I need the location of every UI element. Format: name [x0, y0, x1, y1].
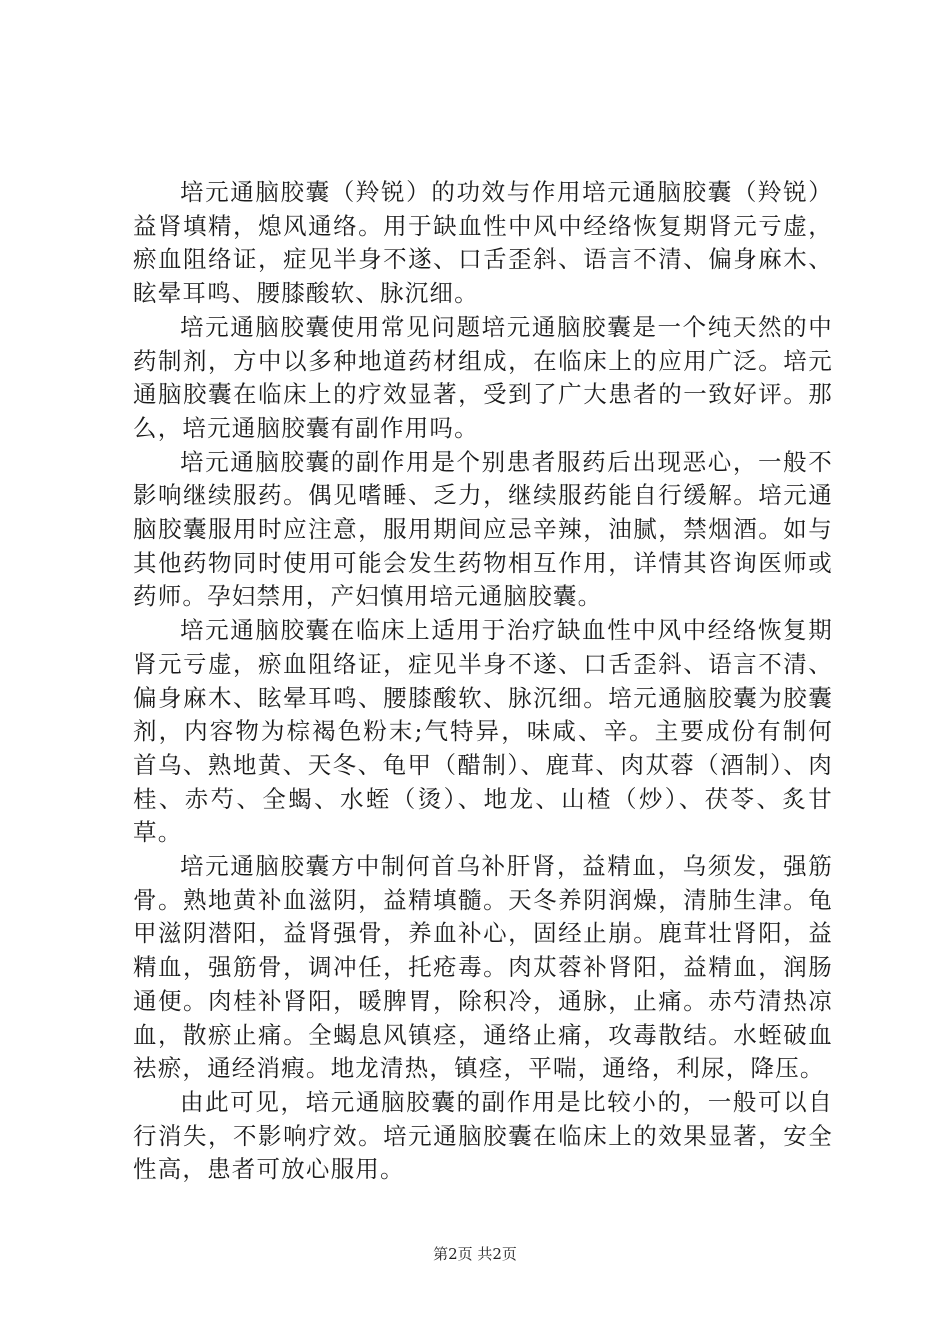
paragraph-conclusion: 由此可见，培元通脑胶囊的副作用是比较小的，一般可以自行消失，不影响疗效。培元通脑胶囊在临床上的效果显著，安全性高，患者可放心服用。	[133, 1087, 833, 1184]
document-body	[133, 176, 833, 1187]
paragraph-ingredients: 培元通脑胶囊方中制何首乌补肝肾，益精血，乌须发，强筋骨。熟地黄补血滋阴，益精填髓。天冬养阴润燥，清肺生津。龟甲滋阴潜阳，益肾强骨，养血补心，固经止崩。鹿茸壮肾阳，益精血，强筋骨，调冲任，托疮毒。肉苁蓉补肾阳，益精血，润肠通便。肉桂补肾阳，暖脾胃，除积冷，通脉，止痛。赤芍清热凉血，散瘀止痛。全蝎息风镇痉，通络止痛，攻毒散结。水蛭破血祛瘀，通经消瘕。地龙清热，镇痉，平喘，通络，利尿，降压。	[133, 852, 833, 1083]
paragraph-common-questions: 培元通脑胶囊使用常见问题培元通脑胶囊是一个纯天然的中药制剂，方中以多种地道药材组成，在临床上的应用广泛。培元通脑胶囊在临床上的疗效显著，受到了广大患者的一致好评。那么，培元通脑胶囊有副作用吗。	[133, 312, 833, 442]
paragraph-side-effects: 培元通脑胶囊的副作用是个别患者服药后出现恶心，一般不影响继续服药。偶见嗜睡、乏力，继续服药能自行缓解。培元通脑胶囊服用时应注意，服用期间应忌辛辣，油腻，禁烟酒。如与其他药物同时使用可能会发生药物相互作用，详情其咨询医师或药师。孕妇禁用，产妇慎用培元通脑胶囊。	[133, 447, 833, 611]
page-footer: 第2页 共2页	[433, 1245, 517, 1263]
paragraph-indications: 培元通脑胶囊在临床上适用于治疗缺血性中风中经络恢复期肾元亏虚，瘀血阻络证，症见半身不遂、口舌歪斜、语言不清、偏身麻木、眩晕耳鸣、腰膝酸软、脉沉细。培元通脑胶囊为胶囊剂，内容物为棕褐色粉末;气特异，味咸、辛。主要成份有制何首乌、熟地黄、天冬、龟甲（醋制）、鹿茸、肉苁蓉（酒制）、肉桂、赤芍、全蝎、水蛭（烫）、地龙、山楂（炒）、茯苓、炙甘草。	[133, 616, 833, 847]
paragraph-efficacy: 培元通脑胶囊（羚锐）的功效与作用培元通脑胶囊（羚锐）益肾填精，熄风通络。用于缺血性中风中经络恢复期肾元亏虚，瘀血阻络证，症见半身不遂、口舌歪斜、语言不清、偏身麻木、眩晕耳鸣、腰膝酸软、脉沉细。	[133, 178, 833, 308]
